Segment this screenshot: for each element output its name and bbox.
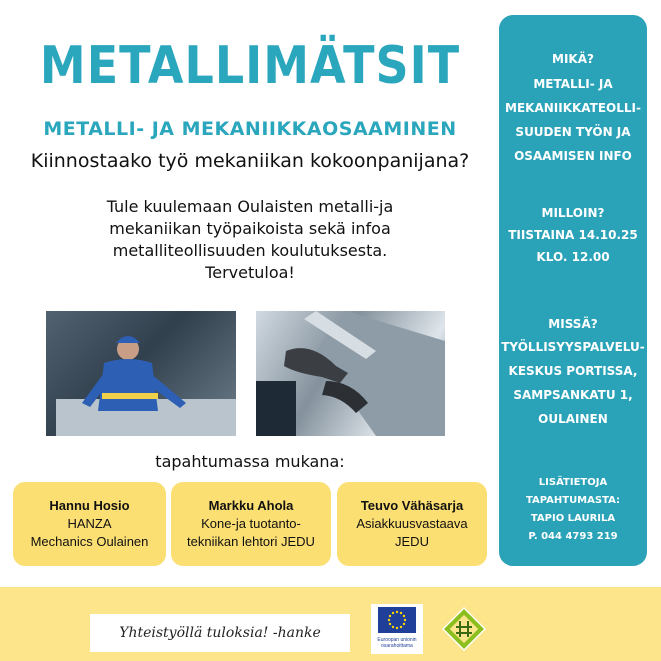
intro-text <box>70 196 430 284</box>
partner-logo-icon <box>440 605 488 653</box>
participant-name: Markku Ahola <box>208 498 294 513</box>
contact-phone: P. 044 4793 219 <box>528 531 618 542</box>
intro-line: mekaniikan työpaikoista sekä infoa <box>109 219 391 238</box>
event-date: TIISTAINA 14.10.25 <box>508 228 638 242</box>
event-time: KLO. 12.00 <box>536 250 610 264</box>
where-heading: MISSÄ? <box>548 317 598 331</box>
project-slogan-logo: Yhteistyöllä tuloksia! -hanke <box>90 614 350 652</box>
participant-name: Teuvo Vähäsarja <box>360 498 464 513</box>
event-location: TYÖLLISYYSPALVELU- <box>501 340 645 354</box>
info-heading: LISÄTIETOJA <box>538 477 608 488</box>
participant-name: Hannu Hosio <box>49 498 130 513</box>
participant-role: Kone-ja tuotanto- <box>201 516 301 531</box>
when-heading: MILLOIN? <box>541 206 605 220</box>
metalwork-photo <box>256 311 445 436</box>
contact-name: TAPIO LAURILA <box>530 513 616 524</box>
eu-logo-text: Euroopan unionin osarahoittama <box>377 637 417 649</box>
worker-photo <box>46 311 236 436</box>
what-heading: MIKÄ? <box>552 52 594 66</box>
participant-organization: tekniikan lehtori JEDU <box>187 534 315 549</box>
intro-line: Tule kuulemaan Oulaisten metalli-ja <box>106 197 394 216</box>
what-detail: SUUDEN TYÖN JA <box>515 125 631 139</box>
event-info-panel <box>499 15 647 566</box>
info-heading: TAPAHTUMASTA: <box>525 495 621 506</box>
intro-line: metalliteollisuuden koulutuksesta. <box>112 241 388 260</box>
participant-role: HANZA <box>67 516 112 531</box>
what-detail: MEKANIIKKATEOLLI- <box>505 101 641 115</box>
event-city: OULAINEN <box>538 412 608 426</box>
event-address: SAMPSANKATU 1, <box>513 388 633 402</box>
what-detail: METALLI- JA <box>533 77 613 91</box>
participant-card <box>13 482 166 566</box>
participant-card <box>171 482 331 566</box>
participants-label: tapahtumassa mukana: <box>155 452 345 471</box>
participant-card <box>337 482 487 566</box>
participant-organization: Mechanics Oulainen <box>30 534 149 549</box>
page-subtitle: METALLI- JA MEKANIIKKAOSAAMINEN <box>43 118 457 140</box>
page-title: METALLIMÄTSIT <box>39 34 461 96</box>
participant-role: Asiakkuusvastaava <box>356 516 468 531</box>
participant-organization: JEDU <box>395 534 429 549</box>
intro-line: Tervetuloa! <box>205 263 295 282</box>
what-detail: OSAAMISEN INFO <box>514 149 632 163</box>
event-location: KESKUS PORTISSA, <box>508 364 638 378</box>
headline-question: Kiinnostaako työ mekaniikan kokoonpanijana? <box>30 150 470 172</box>
eu-flag-icon <box>378 607 416 633</box>
eu-cofunding-logo <box>371 604 423 654</box>
